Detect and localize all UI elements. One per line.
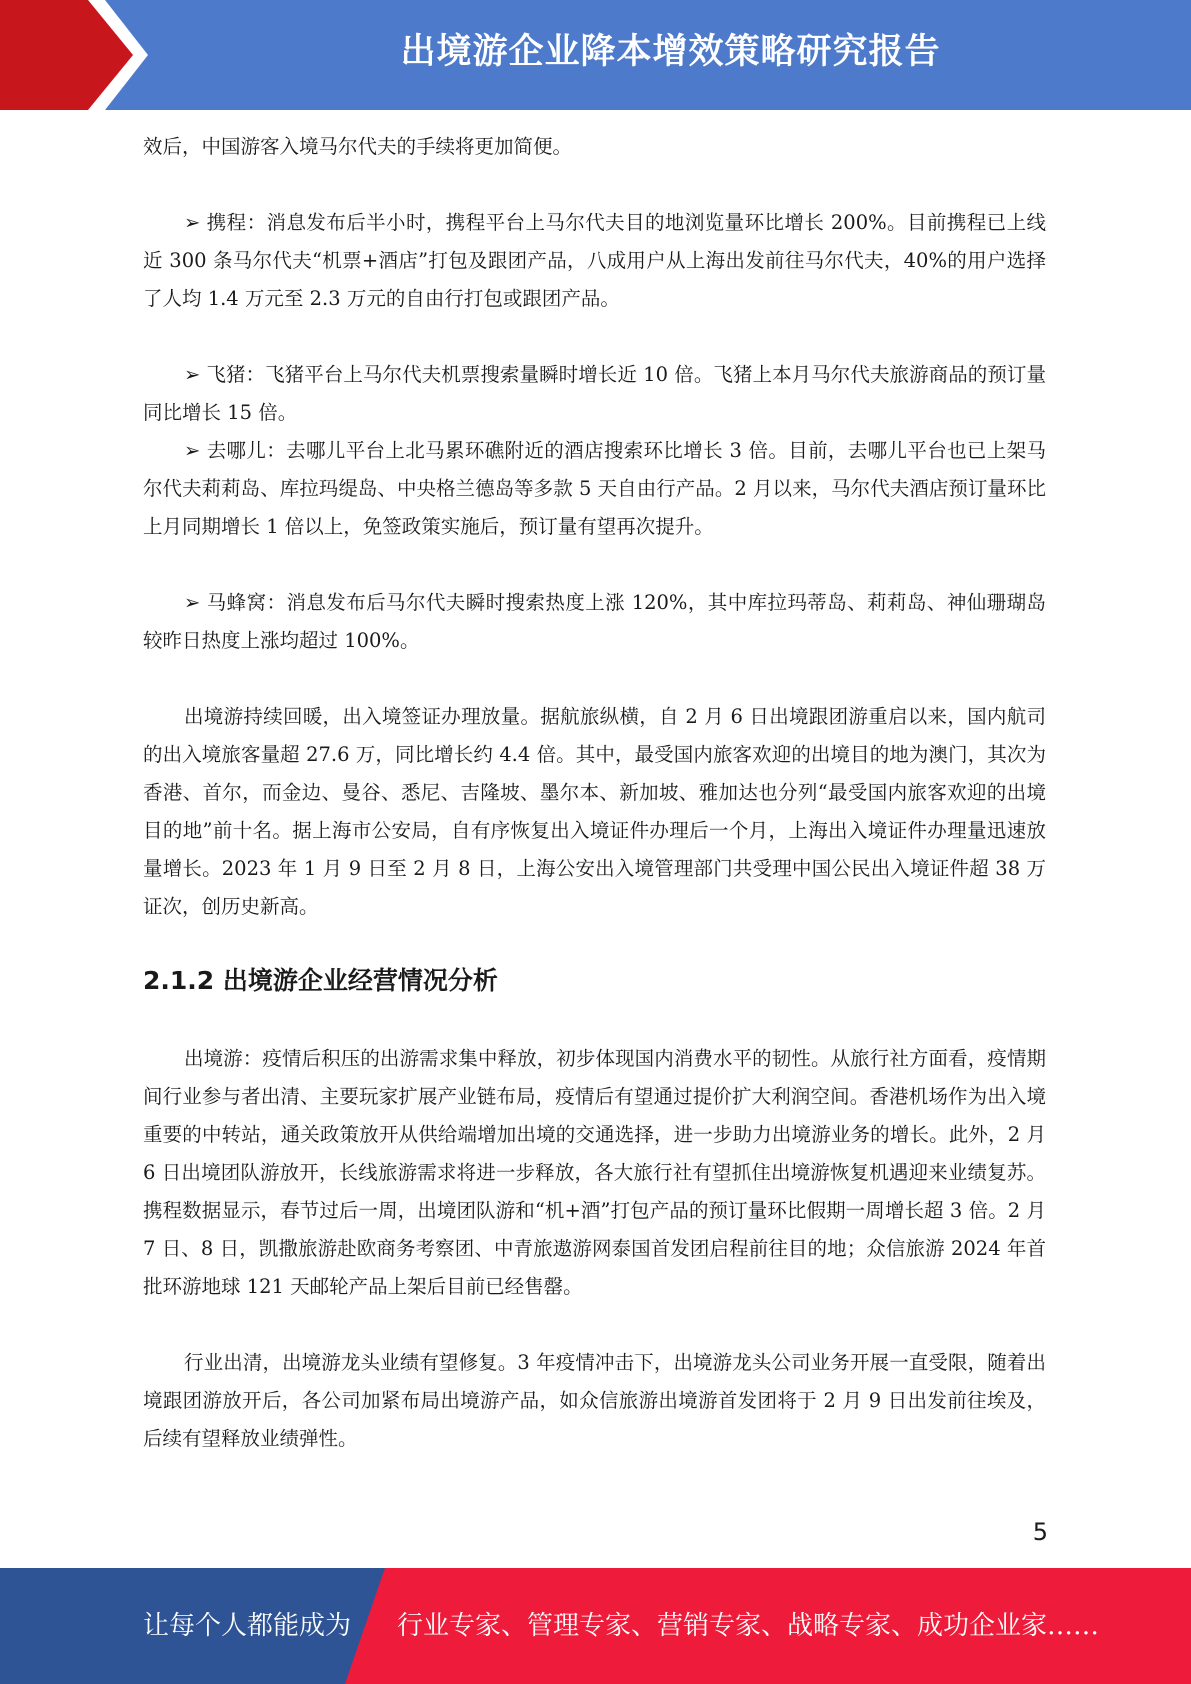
page-content: [143, 128, 1046, 1458]
bullet-qunar: [143, 432, 1046, 546]
paragraph-maldives-entry: 效后，中国游客入境马尔代夫的手续将更加简便。: [143, 135, 573, 158]
paragraph-outbound-analysis: 出境游：疫情后积压的出游需求集中释放，初步体现国内消费水平的韧性。从旅行社方面看，疫情期间行业参与者出清、主要玩家扩展产业链布局，疫情后有望通过提价扩大利润空间。香港机场作为出入境重要的中转站，通关政策放开从供给端增加出境的交通选择，进一步助力出境游业务的增长。此外，2 月 6 日出境团队游放开，长线旅游需求将进一步释放，各大旅行社有望抓住出境游恢复机遇迎来业绩复苏。携程数据显示，春节过后一周，出境团队游和“机+酒”打包产品的预订量环比假期一周增长超 3 倍。2 月 7 日、8 日，凯撒旅游赴欧商务考察团、中青旅遨游网泰国首发团启程前往目的地；众信旅游 2024 年首批环游地球 121 天邮轮产品上架后目前已经售罄。: [143, 1047, 1046, 1298]
footer-slogan-right: 行业专家、管理专家、营销专家、战略专家、成功企业家……: [397, 1611, 1100, 1641]
bullet-ctrip-text: 携程：消息发布后半小时，携程平台上马尔代夫目的地浏览量环比增长 200%。目前携程已上线近 300 条马尔代夫“机票+酒店”打包及跟团产品，八成用户从上海出发前往马尔代夫，40%的用户选择了人均 1.4 万元至 2.3 万元的自由行打包或跟团产品。: [143, 211, 1046, 310]
paragraph-outbound-recovery: 出境游持续回暖，出入境签证办理放量。据航旅纵横，自 2 月 6 日出境跟团游重启以来，国内航司的出入境旅客量超 27.6 万，同比增长约 4.4 倍。其中，最受国内旅客欢迎的出境目的地为澳门，其次为香港、首尔，而金边、曼谷、悉尼、吉隆坡、墨尔本、新加坡、雅加达也分列“最受国内旅客欢迎的出境目的地”前十名。据上海市公安局，自有序恢复出入境证件办理后一个月，上海出入境证件办理量迅速放量增长。2023 年 1 月 9 日至 2 月 8 日，上海公安出入境管理部门共受理中国公民出入境证件超 38 万证次，创历史新高。: [143, 705, 1046, 918]
paragraph-industry-clearance: 行业出清，出境游龙头业绩有望修复。3 年疫情冲击下，出境游龙头公司业务开展一直受限，随着出境跟团游放开后，各公司加紧布局出境游产品，如众信旅游出境游首发团将于 2 月 9 日出发前往埃及，后续有望释放业绩弹性。: [143, 1351, 1046, 1450]
bullet-qunar-text: 去哪儿：去哪儿平台上北马累环礁附近的酒店搜索环比增长 3 倍。目前，去哪儿平台也已上架马尔代夫莉莉岛、库拉玛缇岛、中央格兰德岛等多款 5 天自由行产品。2 月以来，马尔代夫酒店预订量环比上月同期增长 1 倍以上，免签政策实施后，预订量有望再次提升。: [143, 439, 1046, 538]
bullet-arrow-icon: ➢: [184, 439, 201, 462]
bullet-arrow-icon: ➢: [184, 211, 201, 234]
page-footer: [0, 1568, 1191, 1684]
bullet-mafengwo-text: 马蜂窝：消息发布后马尔代夫瞬时搜索热度上涨 120%，其中库拉玛蒂岛、莉莉岛、神仙珊瑚岛较昨日热度上涨均超过 100%。: [143, 591, 1046, 652]
bullet-mafengwo: [143, 584, 1046, 660]
section-heading: 2.1.2 出境游企业经营情况分析: [143, 966, 498, 995]
bullet-arrow-icon: ➢: [184, 363, 201, 386]
bullet-fliggy-text: 飞猪：飞猪平台上马尔代夫机票搜索量瞬时增长近 10 倍。飞猪上本月马尔代夫旅游商品的预订量同比增长 15 倍。: [143, 363, 1046, 424]
page-header: [0, 0, 1191, 110]
header-title: 出境游企业降本增效策略研究报告: [400, 32, 941, 72]
footer-slogan-left: 让每个人都能成为: [143, 1611, 352, 1641]
bullet-arrow-icon: ➢: [184, 591, 201, 614]
bullet-ctrip: [143, 204, 1046, 318]
bullet-fliggy: [143, 356, 1046, 432]
page-number: 5: [1032, 1518, 1048, 1546]
